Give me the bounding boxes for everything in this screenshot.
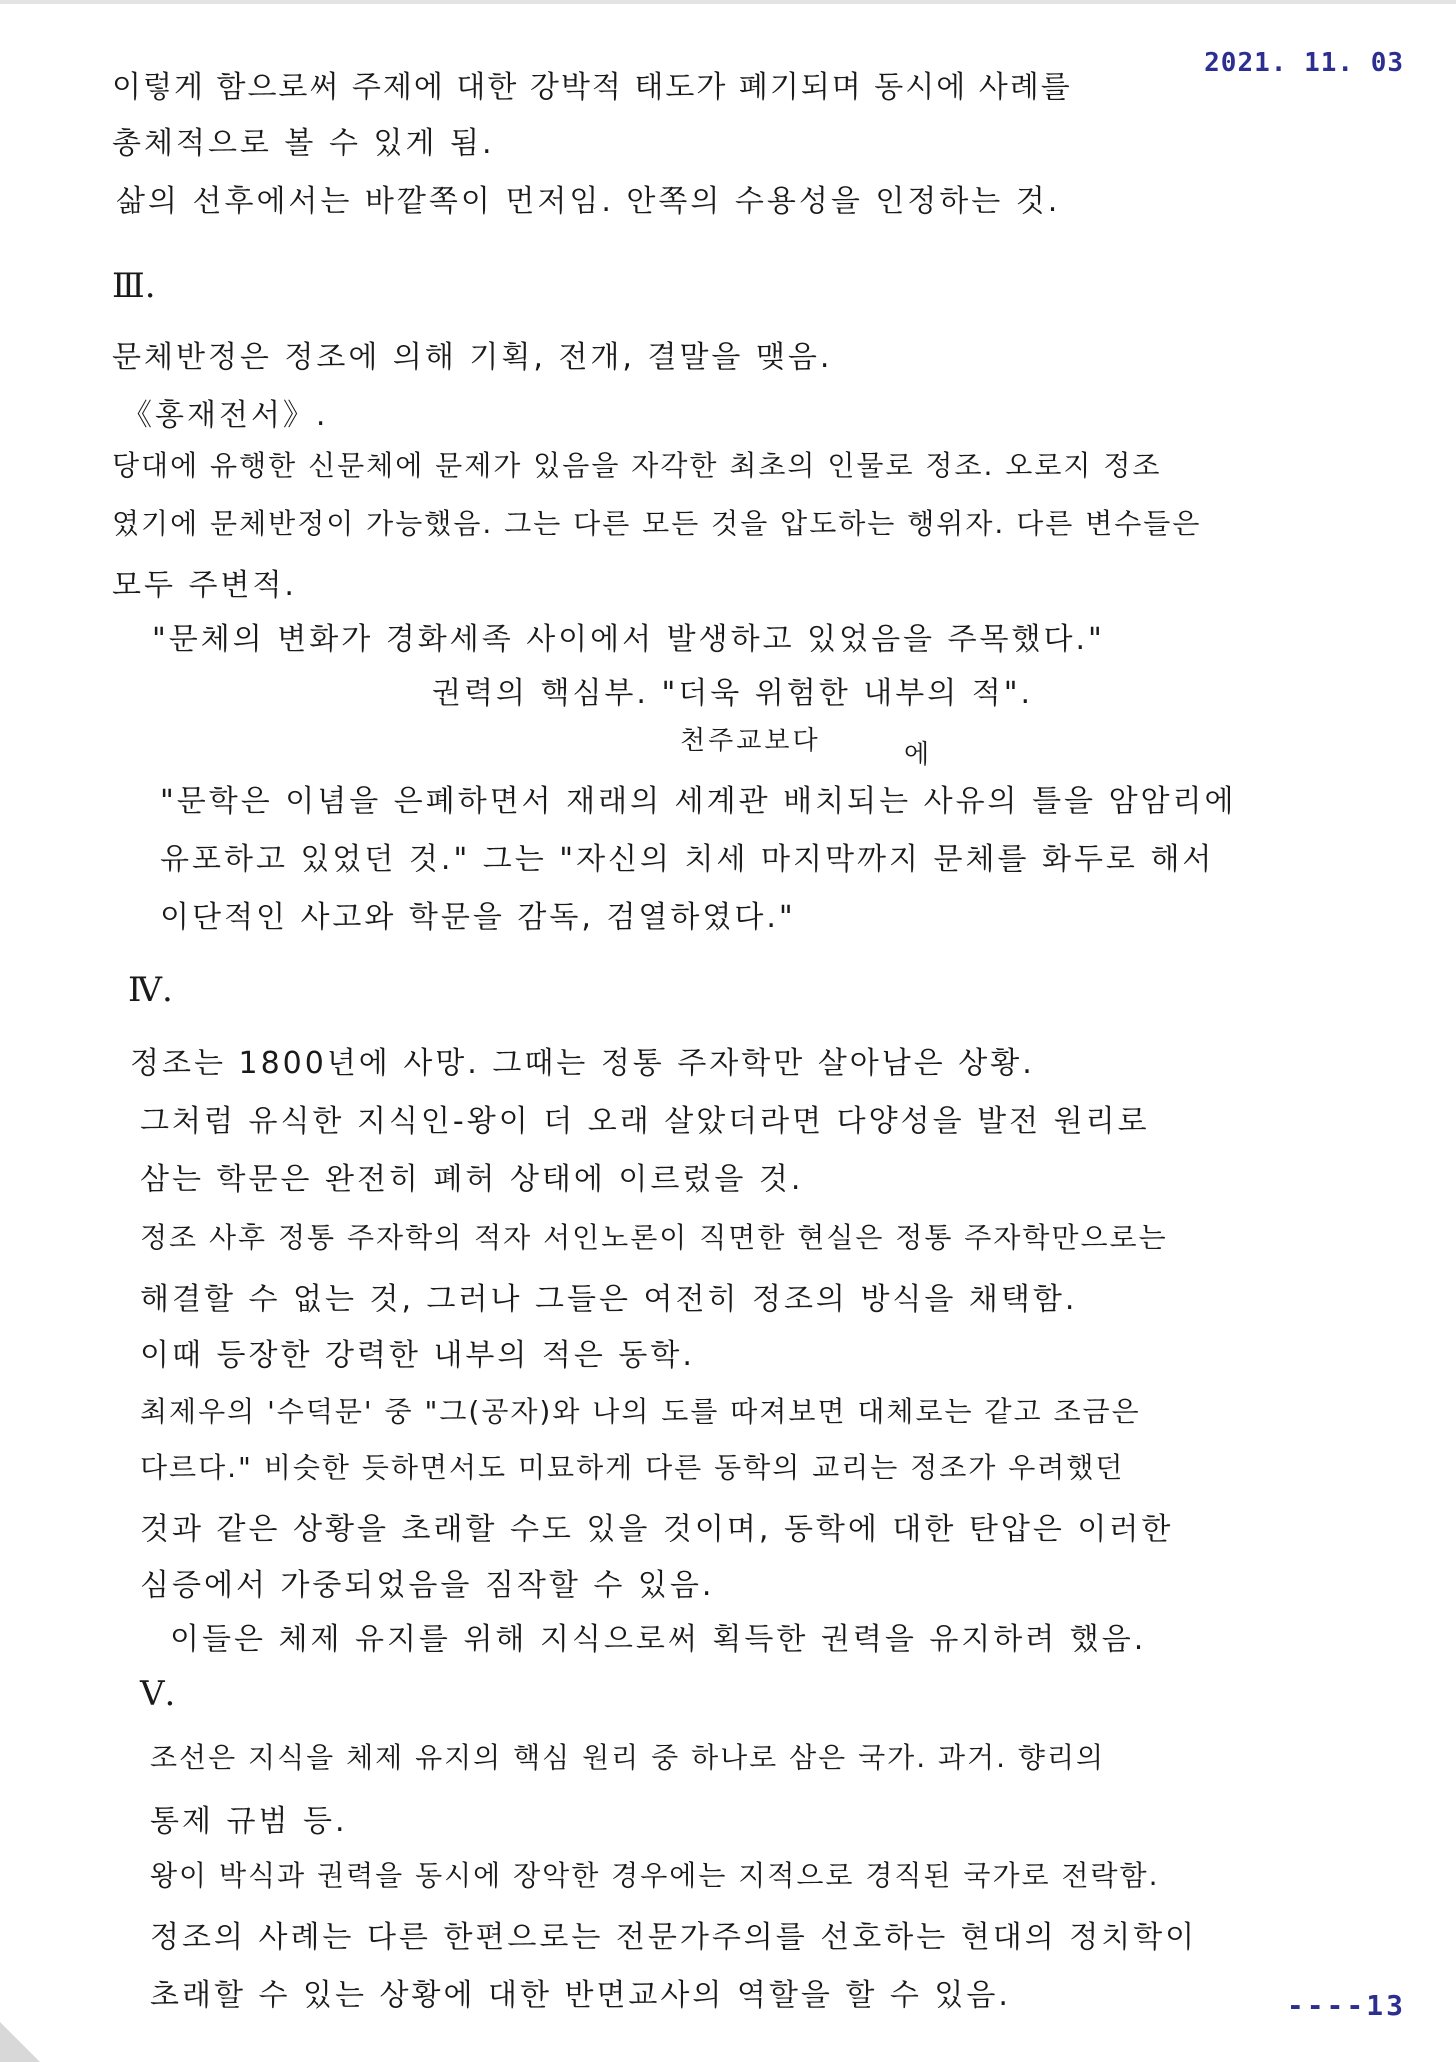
text-line: 이들은 체제 유지를 위해 지식으로써 획득한 권력을 유지하려 했음. [170,1622,1147,1657]
text-line: 정조 사후 정통 주자학의 적자 서인노론이 직면한 현실은 정통 주자학만으로는 [140,1221,1168,1254]
text-line: 권력의 핵심부. "더욱 위험한 내부의 적". [432,676,1034,711]
quote-line: 유포하고 있었던 것." 그는 "자신의 치세 마지막까지 문체를 화두로 해서 [160,842,1215,877]
page-corner [0,2022,40,2062]
quote-line: "문학은 이념을 은폐하면서 재래의 세계관 배치되는 사유의 틀을 암암리에 [160,784,1237,819]
text-line: 심증에서 가중되었음을 짐작할 수 있음. [140,1568,715,1603]
text-line: 이렇게 함으로써 주제에 대한 강박적 태도가 폐기되며 동시에 사례를 [112,70,1072,105]
text-line: 였기에 문체반정이 가능했음. 그는 다른 모든 것을 압도하는 행위자. 다른 변수들은 [112,507,1202,540]
insertion-note: 에 [904,740,933,770]
text-line: 이때 등장한 강력한 내부의 적은 동학. [140,1338,695,1373]
text-line: 조선은 지식을 체제 유지의 핵심 원리 중 하나로 삼은 국가. 과거. 향리의 [150,1741,1106,1774]
text-line: 정조는 1800년에 사망. 그때는 정통 주자학만 살아남은 상황. [130,1046,1035,1081]
section-heading: Ⅳ. [128,970,173,1010]
text-line: 다르다." 비슷한 듯하면서도 미묘하게 다른 동학의 교리는 정조가 우려했던 [140,1451,1125,1484]
text-line: 문체반정은 정조에 의해 기획, 전개, 결말을 맺음. [112,340,833,375]
text-line: 그처럼 유식한 지식인-왕이 더 오래 살았더라면 다양성을 발전 원리로 [140,1104,1150,1139]
text-line: 당대에 유행한 신문체에 문제가 있음을 자각한 최초의 인물로 정조. 오로지 정조 [112,449,1162,482]
quote-line: "문체의 변화가 경화세족 사이에서 발생하고 있었음을 주목했다." [152,622,1105,657]
text-line: 정조의 사례는 다른 한편으로는 전문가주의를 선호하는 현대의 정치학이 [150,1920,1198,1955]
text-line: 최제우의 '수덕문' 중 "그(공자)와 나의 도를 따져보면 대체로는 같고 조금은 [140,1395,1141,1428]
text-line: 모두 주변적. [112,568,297,603]
text-line: 삼는 학문은 완전히 폐허 상태에 이르렀을 것. [140,1162,804,1197]
text-line: 것과 같은 상황을 초래할 수도 있을 것이며, 동학에 대한 탄압은 이러한 [140,1512,1174,1547]
date-stamp: 2021. 11. 03 [1204,48,1404,78]
insertion-note: 천주교보다 [680,726,821,756]
section-heading: Ⅴ. [140,1674,176,1714]
quote-line: 이단적인 사고와 학문을 감독, 검열하였다." [160,900,796,935]
text-line: 초래할 수 있는 상황에 대한 반면교사의 역할을 할 수 있음. [150,1978,1011,2013]
text-line: 통제 규범 등. [150,1804,348,1839]
text-line: 총체적으로 볼 수 있게 됨. [112,126,495,161]
text-line: 《홍재전서》. [122,398,329,433]
text-line: 왕이 박식과 권력을 동시에 장악한 경우에는 지적으로 경직된 국가로 전락함. [150,1859,1160,1892]
text-line: 해결할 수 없는 것, 그러나 그들은 여전히 정조의 방식을 채택함. [140,1282,1078,1317]
section-heading: Ⅲ. [112,266,156,306]
text-line: 삶의 선후에서는 바깥쪽이 먼저임. 안쪽의 수용성을 인정하는 것. [116,184,1061,219]
page-number: ----13 [1286,1989,1406,2022]
